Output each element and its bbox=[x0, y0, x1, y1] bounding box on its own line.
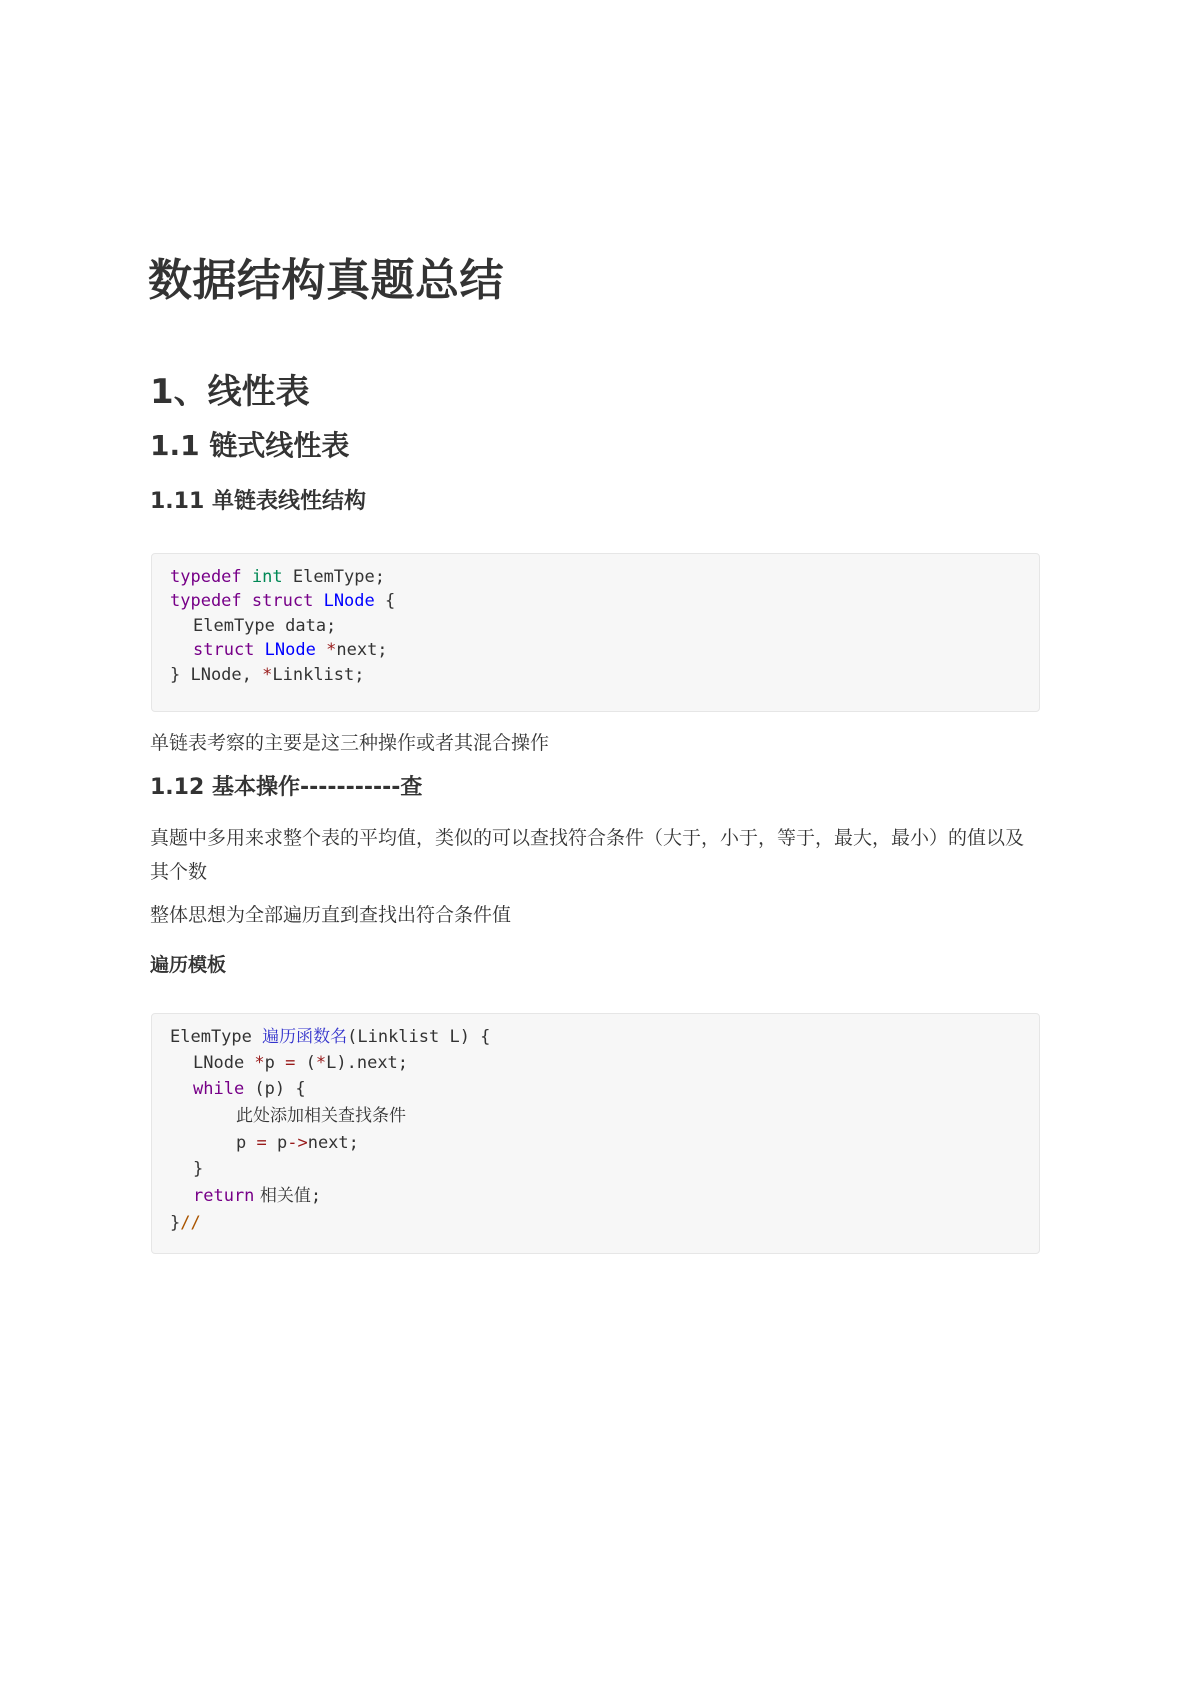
code-line bbox=[170, 662, 365, 688]
code-line bbox=[193, 637, 388, 663]
code-definition: LNode bbox=[323, 591, 375, 611]
heading-singly-linked-structure: 1.11 单链表线性结构 bbox=[150, 489, 366, 514]
code-operator: * bbox=[254, 1053, 265, 1073]
code-operator: = bbox=[285, 1053, 296, 1073]
code-text: L).next; bbox=[326, 1053, 409, 1073]
paragraph-average: 真题中多用来求整个表的平均值，类似的可以查找符合条件（大于，小于，等于，最大，最小）的值以及其个数 bbox=[150, 827, 1025, 883]
code-comment: // bbox=[180, 1213, 201, 1233]
section-heading-linear-list: 1、线性表 bbox=[150, 372, 310, 412]
code-text: p bbox=[266, 1133, 288, 1153]
code-text: LNode bbox=[193, 1053, 255, 1073]
code-operator: * bbox=[326, 640, 337, 660]
heading-basic-operation-search: 1.12 基本操作-----------查 bbox=[150, 775, 423, 800]
code-operator: * bbox=[262, 665, 273, 685]
code-operator: * bbox=[315, 1053, 327, 1073]
code-chinese-text: 相关值 bbox=[254, 1186, 311, 1206]
code-definition: LNode bbox=[264, 640, 316, 660]
code-keyword: typedef bbox=[170, 567, 242, 587]
code-chinese-text: 此处添加相关查找条件 bbox=[236, 1106, 406, 1126]
code-text: Linklist; bbox=[272, 665, 365, 685]
code-line bbox=[193, 1183, 321, 1209]
code-text: { bbox=[374, 591, 396, 611]
code-operator: = bbox=[256, 1133, 267, 1153]
code-text: } bbox=[193, 1159, 204, 1179]
code-block-traversal-template bbox=[151, 1013, 1040, 1254]
code-line bbox=[170, 564, 385, 590]
code-text: ElemType; bbox=[282, 567, 385, 587]
code-type: int bbox=[251, 567, 283, 587]
document-title: 数据结构真题总结 bbox=[148, 255, 504, 306]
code-text: (Linklist L) { bbox=[347, 1027, 491, 1047]
code-line bbox=[193, 1050, 408, 1076]
code-text: p bbox=[236, 1133, 257, 1153]
code-text: ElemType bbox=[170, 1027, 263, 1047]
code-keyword: struct bbox=[251, 591, 314, 611]
code-keyword: struct bbox=[193, 640, 255, 660]
code-line bbox=[193, 1156, 203, 1182]
code-block-struct-definition bbox=[151, 553, 1040, 712]
code-text: next; bbox=[307, 1133, 359, 1153]
code-operator: -> bbox=[287, 1133, 308, 1153]
code-keyword: typedef bbox=[170, 591, 242, 611]
code-line bbox=[170, 1024, 490, 1050]
code-line bbox=[193, 613, 336, 639]
code-text: (p) { bbox=[244, 1079, 306, 1099]
paragraph-operations: 单链表考察的主要是这三种操作或者其混合操作 bbox=[150, 732, 550, 754]
code-text: } LNode, bbox=[170, 665, 263, 685]
code-line bbox=[236, 1130, 359, 1156]
code-text: p bbox=[264, 1053, 286, 1073]
code-text: ( bbox=[295, 1053, 316, 1073]
code-keyword: while bbox=[193, 1079, 245, 1099]
subsection-heading-linked-list: 1.1 链式线性表 bbox=[150, 429, 350, 462]
code-text: next; bbox=[336, 640, 388, 660]
code-keyword: return bbox=[193, 1186, 255, 1206]
label-traversal-template: 遍历模板 bbox=[150, 954, 227, 976]
code-line bbox=[236, 1103, 406, 1129]
code-line bbox=[170, 588, 395, 614]
code-text: ; bbox=[310, 1186, 322, 1206]
code-function-name: 遍历函数名 bbox=[262, 1027, 348, 1047]
code-line bbox=[193, 1076, 306, 1102]
code-text: ElemType data; bbox=[193, 616, 337, 636]
code-line bbox=[170, 1210, 201, 1236]
paragraph-traversal-idea: 整体思想为全部遍历直到查找出符合条件值 bbox=[150, 904, 512, 926]
code-text: } bbox=[170, 1213, 181, 1233]
